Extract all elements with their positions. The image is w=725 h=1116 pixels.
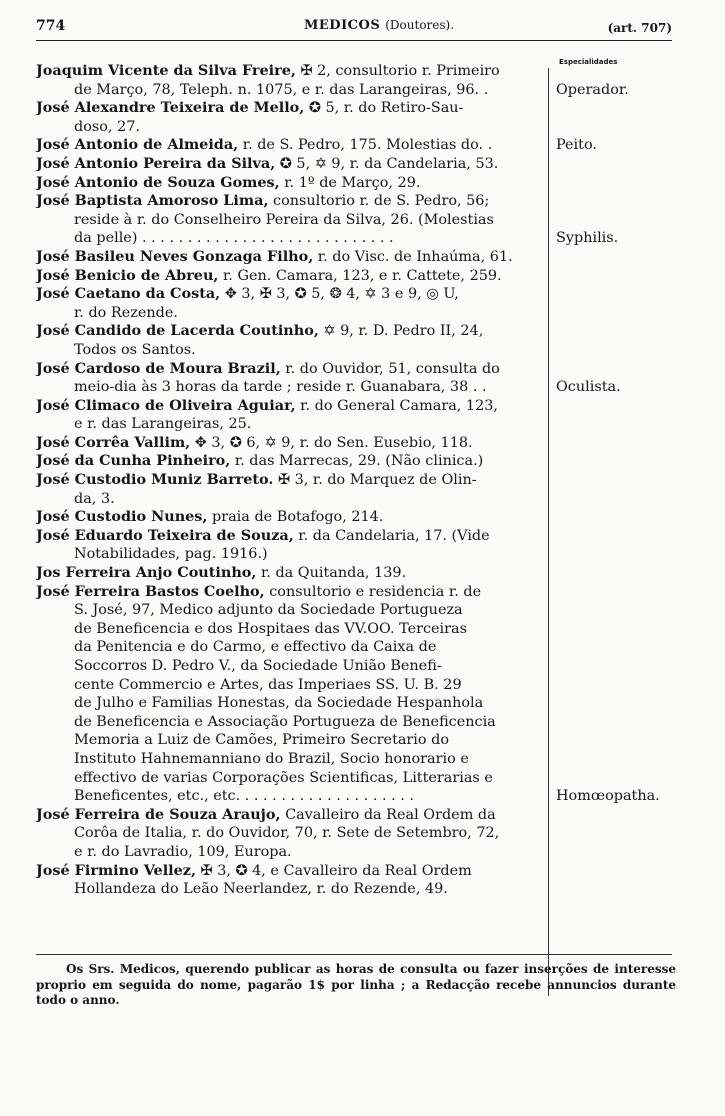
physician-name: José Antonio de Souza Gomes, xyxy=(36,173,280,191)
physician-name: José Firmino Vellez, xyxy=(36,861,196,879)
list-item xyxy=(36,136,672,155)
list-item xyxy=(36,806,672,862)
entry-details: praia de Botafogo, 214. xyxy=(207,509,384,526)
physician-name: José Eduardo Teixeira de Souza, xyxy=(36,526,294,544)
entry-details: r. Gen. Camara, 123, e r. Cattete, 259. xyxy=(218,267,502,284)
list-item xyxy=(36,192,672,248)
physician-name: José da Cunha Pinheiro, xyxy=(36,452,231,470)
article-ref: (art. 707) xyxy=(607,21,672,35)
footer-rule xyxy=(36,954,672,955)
entry-first-line xyxy=(36,471,546,490)
entry-continuation-line: da pelle) . . . . . . . . . . . . . . . . . . . . . . . . . . . . xyxy=(74,230,394,247)
list-item xyxy=(36,564,672,583)
physician-name: José Antonio Pereira da Silva, xyxy=(36,154,276,172)
entry-details: ✠ 3, ✪ 4, e Cavalleiro da Real Ordem xyxy=(195,862,472,879)
entry-first-line xyxy=(36,248,546,267)
entry-continuation-line: doso, 27. xyxy=(74,118,140,135)
list-item xyxy=(36,322,672,359)
list-item xyxy=(36,248,672,267)
specialty-column-header: Especialidades xyxy=(559,58,618,66)
entry-continuation-line: de Julho e Familias Honestas, da Sociedade Hespanhola xyxy=(74,695,484,712)
entry-details: r. das Marrecas, 29. (Não clinica.) xyxy=(230,453,484,470)
physician-name: José Custodio Nunes, xyxy=(36,508,208,526)
entry-continuation-line: r. do Rezende. xyxy=(74,304,178,321)
title-sub: (Doutores). xyxy=(385,18,455,32)
list-item xyxy=(36,397,672,434)
list-item xyxy=(36,452,672,471)
list-item xyxy=(36,583,672,806)
entry-continuation-line: reside à r. do Conselheiro Pereira da Silva, 26. (Molestias xyxy=(74,211,494,228)
entry-first-line xyxy=(36,508,546,527)
entry-first-line xyxy=(36,285,546,304)
entry-continuation-line: Todos os Santos. xyxy=(74,341,196,358)
entry-continuation-line: de Beneficencia e dos Hospitaes das VV.OO. Terceiras xyxy=(74,620,468,637)
entry-details: r. da Quitanda, 139. xyxy=(256,565,407,582)
entry-continuation-line: meio-dia às 3 horas da tarde ; reside r. Guanabara, 38 . . xyxy=(74,379,487,396)
entry-continuation-line: Instituto Hahnemanniano do Brazil, Socio honorario e xyxy=(74,750,469,767)
list-item xyxy=(36,155,672,174)
entry-continuation-line: e r. do Lavradio, 109, Europa. xyxy=(74,843,292,860)
physician-name: José Benicio de Abreu, xyxy=(36,266,219,284)
entry-continuation-line: Soccorros D. Pedro V., da Sociedade União Benefi- xyxy=(74,658,442,674)
entry-first-line xyxy=(36,583,546,602)
entry-continuation-line: e r. das Larangeiras, 25. xyxy=(74,416,252,433)
entry-list xyxy=(36,62,672,899)
entry-continuation-line: Beneficentes, etc., etc. . . . . . . . . . . . . . . . . . . . xyxy=(74,788,414,805)
entry-first-line xyxy=(36,322,546,341)
page-title xyxy=(304,18,454,33)
physician-name: José Alexandre Teixeira de Mello, xyxy=(36,99,305,117)
entry-first-line xyxy=(36,155,546,174)
entry-first-line xyxy=(36,862,546,881)
entry-details: r. da Candelaria, 17. (Vide xyxy=(293,527,490,544)
entry-details: ✡ 9, r. D. Pedro II, 24, xyxy=(318,323,484,340)
physician-name: José Corrêa Vallim, xyxy=(36,433,191,451)
specialty-label: Peito. xyxy=(556,137,597,154)
entry-details: ✠ 2, consultorio r. Primeiro xyxy=(295,63,500,79)
entry-details: ✪ 5, ✡ 9, r. da Candelaria, 53. xyxy=(275,155,499,172)
entry-continuation-line: de Beneficencia e Associação Portugueza de Beneficencia xyxy=(74,713,496,730)
list-item xyxy=(36,527,672,564)
entry-first-line xyxy=(36,397,546,416)
entry-details: consultorio e residencia r. de xyxy=(264,583,482,600)
physician-name: José Antonio de Almeida, xyxy=(36,136,239,154)
list-item xyxy=(36,508,672,527)
physician-name: José Cardoso de Moura Brazil, xyxy=(36,359,281,377)
entry-first-line xyxy=(36,99,546,118)
page-header xyxy=(36,18,672,42)
entry-details: Cavalleiro da Real Ordem da xyxy=(280,806,496,823)
entry-first-line xyxy=(36,564,546,583)
entry-continuation-line: de Março, 78, Teleph. n. 1075, e r. das Larangeiras, 96. . xyxy=(74,81,489,98)
entry-details: r. do General Camara, 123, xyxy=(295,397,498,414)
entry-details: r. do Visc. de Inhaúma, 61. xyxy=(313,248,513,265)
entry-first-line xyxy=(36,136,546,155)
entry-first-line xyxy=(36,434,546,453)
entry-continuation-line: Memoria a Luiz de Camões, Primeiro Secretario do xyxy=(74,732,450,749)
entry-first-line xyxy=(36,192,546,211)
physician-name: José Basileu Neves Gonzaga Filho, xyxy=(36,247,314,265)
entry-first-line xyxy=(36,174,546,193)
list-item xyxy=(36,62,672,99)
entry-continuation-line: da, 3. xyxy=(74,490,115,507)
physician-name: José Ferreira Bastos Coelho, xyxy=(36,582,265,600)
entry-first-line xyxy=(36,452,546,471)
entry-continuation-line: Corôa de Italia, r. do Ouvidor, 70, r. Sete de Setembro, 72, xyxy=(74,825,500,842)
entry-details: consultorio r. de S. Pedro, 56; xyxy=(268,193,490,210)
list-item xyxy=(36,360,672,397)
entry-details: ✪ 5, r. do Retiro-Sau- xyxy=(304,100,464,117)
specialty-label: Syphilis. xyxy=(556,230,619,247)
entry-continuation-line: Hollandeza do Leão Neerlandez, r. do Rezende, 49. xyxy=(74,881,448,898)
entry-details: ✥ 3, ✠ 3, ✪ 5, ❂ 4, ✡ 3 e 9, ◎ U, xyxy=(220,286,459,303)
entry-continuation-line: effectivo de varias Corporações Scientificas, Litterarias e xyxy=(74,769,493,786)
entry-details: r. do Ouvidor, 51, consulta do xyxy=(280,360,500,377)
list-item xyxy=(36,174,672,193)
page-number: 774 xyxy=(36,18,66,34)
footnote: Os Srs. Medicos, querendo publicar as horas de consulta ou fazer inserções de interesse proprio em seguida do nome, pagarão 1$ por linha ; a Redacção recebe annuncios durante todo o anno. xyxy=(36,962,676,1007)
entry-continuation-line: cente Commercio e Artes, das Imperiaes SS. U. B. 29 xyxy=(74,676,462,693)
specialty-label: Operador. xyxy=(556,81,629,98)
physician-name: José Ferreira de Souza Araujo, xyxy=(36,805,281,823)
list-item xyxy=(36,99,672,136)
title-main: MEDICOS xyxy=(304,18,381,33)
entry-first-line xyxy=(36,62,546,81)
specialty-label: Oculista. xyxy=(556,379,621,396)
list-item xyxy=(36,471,672,508)
physician-name: Jos Ferreira Anjo Coutinho, xyxy=(36,564,257,582)
physician-name: Joaquim Vicente da Silva Freire, xyxy=(36,62,296,79)
entry-details: r. 1º de Março, 29. xyxy=(279,174,421,191)
physician-name: José Climaco de Oliveira Aguiar, xyxy=(36,396,296,414)
physician-name: José Custodio Muniz Barreto. xyxy=(36,471,274,489)
list-item xyxy=(36,862,672,899)
specialty-label: Homœopatha. xyxy=(556,788,660,805)
header-rule xyxy=(36,40,672,41)
entry-continuation-line: Notabilidades, pag. 1916.) xyxy=(74,546,268,563)
list-item xyxy=(36,285,672,322)
physician-name: José Candido de Lacerda Coutinho, xyxy=(36,322,319,340)
entry-continuation-line: S. José, 97, Medico adjunto da Sociedade Portugueza xyxy=(74,602,463,619)
physician-name: José Caetano da Costa, xyxy=(36,285,221,303)
entry-first-line xyxy=(36,527,546,546)
entry-details: ✠ 3, r. do Marquez de Olin- xyxy=(273,472,477,489)
list-item xyxy=(36,267,672,286)
entry-first-line xyxy=(36,806,546,825)
entry-details: r. de S. Pedro, 175. Molestias do. . xyxy=(238,137,493,154)
entry-first-line xyxy=(36,267,546,286)
entry-continuation-line: da Penitencia e do Carmo, e effectivo da Caixa de xyxy=(74,639,437,656)
list-item xyxy=(36,434,672,453)
entry-first-line xyxy=(36,360,546,379)
entry-details: ✥ 3, ✪ 6, ✡ 9, r. do Sen. Eusebio, 118. xyxy=(190,434,473,451)
physician-name: José Baptista Amoroso Lima, xyxy=(36,192,269,210)
